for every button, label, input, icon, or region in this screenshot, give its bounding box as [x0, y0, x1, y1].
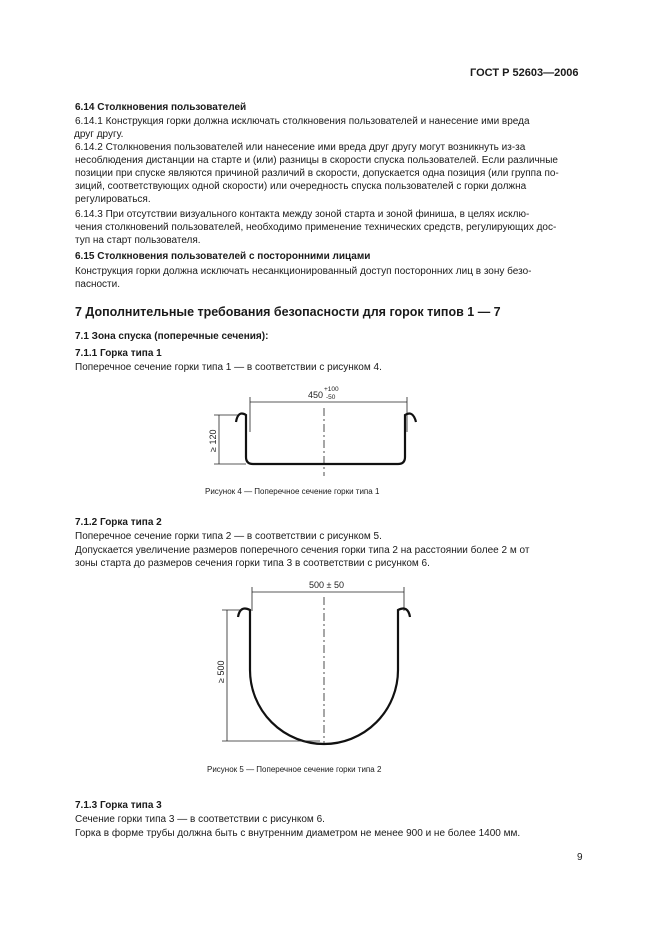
fig5-height-label: ≥ 500	[216, 660, 226, 683]
subsection-7-1-3-text-2: Горка в форме трубы должна быть с внутренним диаметром не менее 900 и не более 1400 мм.	[75, 828, 521, 839]
text-line: друг другу.	[74, 129, 124, 140]
page-number: 9	[577, 852, 583, 863]
text-line: 6.14.2 Столкновения пользователей или нанесение ими вреда друг другу могут возникнуть из-за	[75, 142, 526, 153]
fig4-profile	[236, 414, 416, 464]
subsection-7-1-1-text: Поперечное сечение горки типа 1 — в соответствии с рисунком 4.	[75, 362, 382, 373]
fig5-profile	[238, 609, 410, 744]
text-line: зоны старта до размеров сечения горки типа 3 в соответствии с рисунком 6.	[75, 558, 430, 569]
text-line: 6.14.3 При отсутствии визуального контакта между зоной старта и зоной финиша, в целях исклю-	[75, 209, 530, 220]
subsection-7-1-1-heading: 7.1.1 Горка типа 1	[75, 348, 162, 359]
subsection-7-1-3-text-1: Сечение горки типа 3 — в соответствии с рисунком 6.	[75, 814, 325, 825]
subsection-7-1-heading: 7.1 Зона спуска (поперечные сечения):	[75, 331, 269, 342]
text-line: Допускается увеличение размеров поперечного сечения горки типа 2 на расстоянии более 2 м от	[75, 545, 530, 556]
document-id: ГОСТ Р 52603—2006	[470, 67, 579, 79]
text-line: чения столкновений пользователей, необходимо применение технических средств, регулирующих дос-	[75, 222, 557, 233]
section-7-heading: 7 Дополнительные требования безопасности для горок типов 1 — 7	[75, 305, 501, 319]
text-line: несоблюдения дистанции на старте и (или) разницы в скорости спуска пользователей. Если различные	[75, 155, 558, 166]
clause-6-14-2	[75, 141, 590, 206]
text-line: туп на старт пользователя.	[75, 235, 201, 246]
figure-4-cross-section	[190, 380, 450, 480]
clause-6-14-1	[75, 115, 585, 141]
fig4-tol-plus: +100	[324, 386, 339, 393]
fig4-height-label: ≥ 120	[208, 429, 218, 452]
text-line: позиции при спуске являются причиной различий в скорости, допускается одна позиция (или группа по-	[75, 168, 559, 179]
fig5-width-label: 500 ± 50	[309, 580, 344, 590]
text-line: зиций, соответствующих одной скорости) или очередность спуска пользователей с горки должна	[75, 181, 527, 192]
subsection-7-1-2-heading: 7.1.2 Горка типа 2	[75, 517, 162, 528]
text-line: пасности.	[75, 279, 121, 290]
text-line: 6.14.1 Конструкция горки должна исключать столкновения пользователей и нанесение ими вреда	[75, 116, 530, 127]
subsection-7-1-2-text-2	[75, 544, 595, 570]
figure-4-caption: Рисунок 4 — Поперечное сечение горки типа 1	[205, 487, 380, 496]
fig4-width-label: 450	[308, 390, 324, 400]
subsection-7-1-3-heading: 7.1.3 Горка типа 3	[75, 800, 162, 811]
section-6-14-heading: 6.14 Столкновения пользователей	[75, 102, 247, 113]
clause-6-14-3	[75, 208, 590, 247]
text-line: Конструкция горки должна исключать несанкционированный доступ посторонних лиц в зону безо-	[75, 266, 532, 277]
figure-5-cross-section	[190, 575, 450, 755]
figure-5-caption: Рисунок 5 — Поперечное сечение горки типа 2	[207, 765, 382, 774]
text-line: регулироваться.	[75, 194, 151, 205]
subsection-7-1-2-text-1: Поперечное сечение горки типа 2 — в соответствии с рисунком 5.	[75, 531, 382, 542]
clause-6-15	[75, 265, 590, 291]
fig4-tol-minus: -50	[326, 394, 336, 401]
section-6-15-heading: 6.15 Столкновения пользователей с посторонними лицами	[75, 251, 371, 262]
